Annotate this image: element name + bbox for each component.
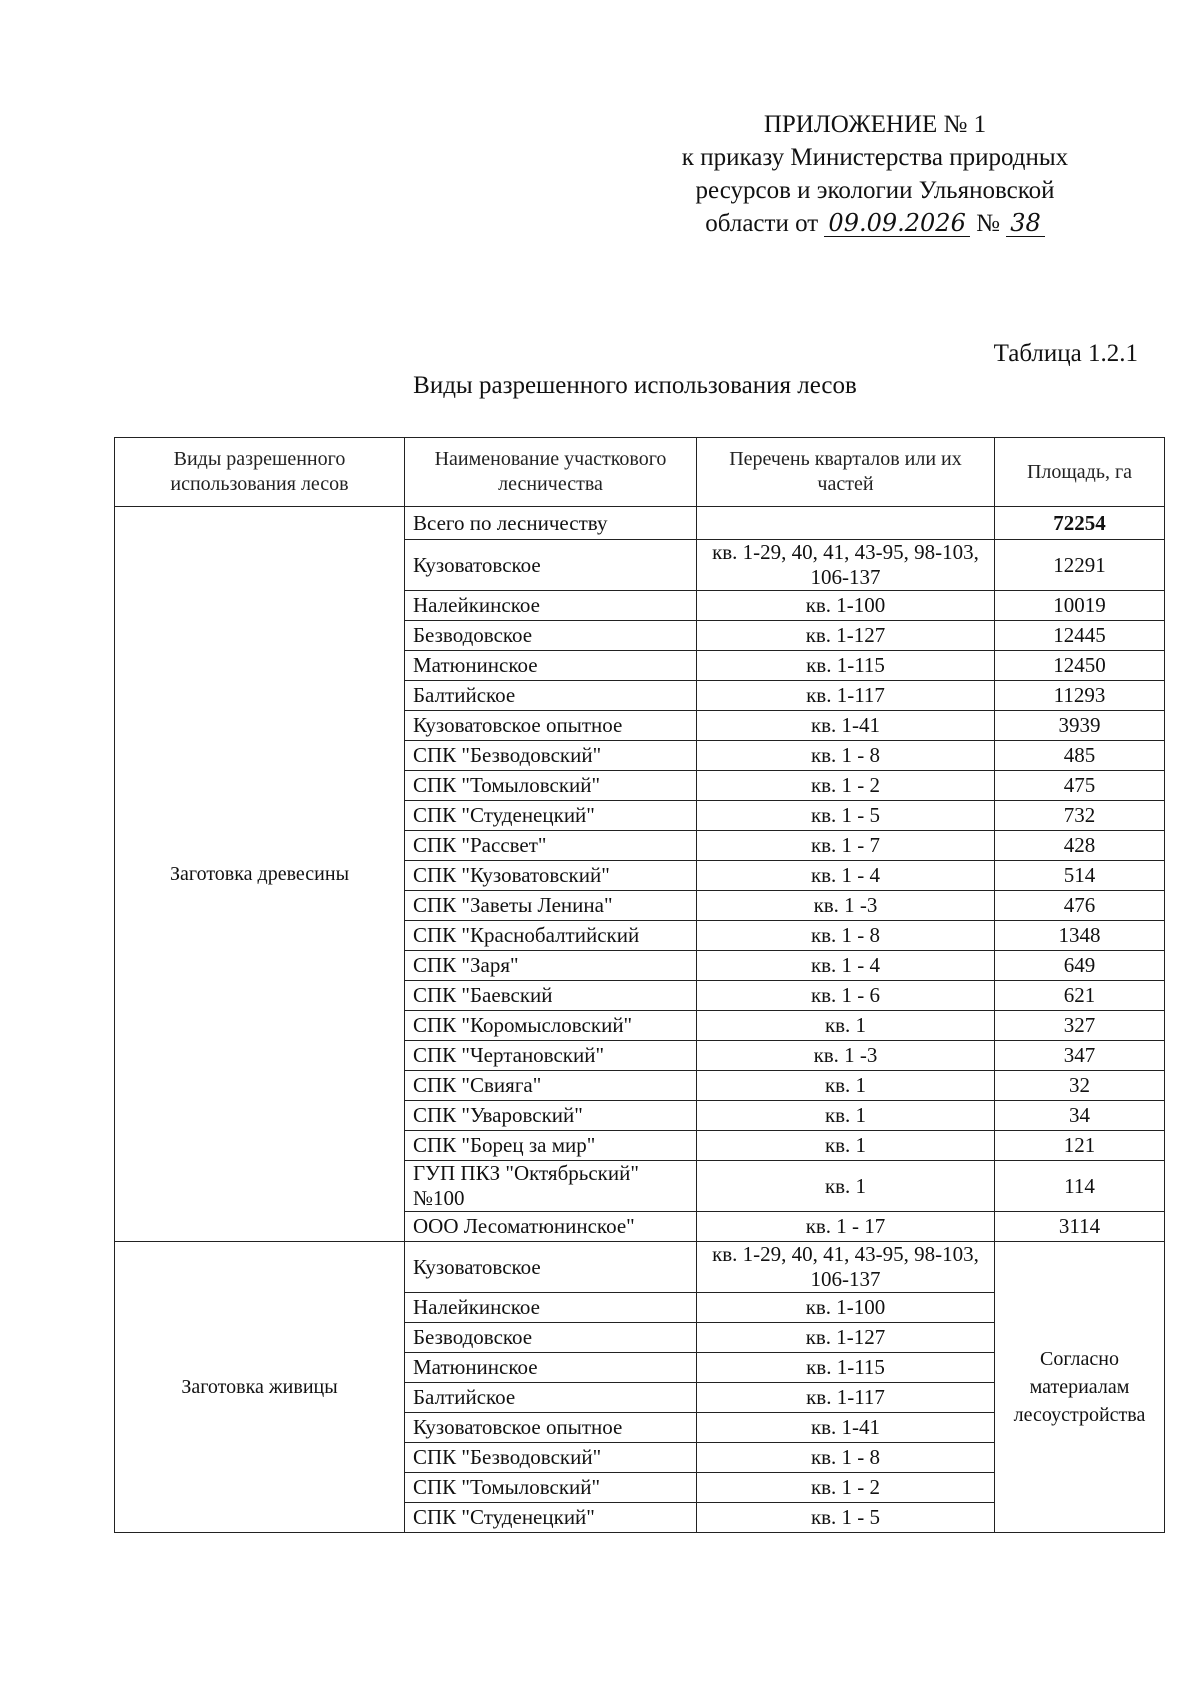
quarters-cell: кв. 1 bbox=[697, 1101, 995, 1131]
quarters-cell: кв. 1 - 5 bbox=[697, 801, 995, 831]
quarters-cell: кв. 1-117 bbox=[697, 1383, 995, 1413]
quarters-cell: кв. 1 - 8 bbox=[697, 741, 995, 771]
quarters-cell: кв. 1-29, 40, 41, 43-95, 98-103, 106-137 bbox=[697, 1242, 995, 1293]
order-number: 38 bbox=[1006, 210, 1045, 237]
total-area-cell: 72254 bbox=[995, 507, 1165, 540]
forestry-cell: СПК "Томыловский" bbox=[405, 771, 697, 801]
forestry-cell: Балтийское bbox=[405, 681, 697, 711]
forestry-cell: СПК "Борец за мир" bbox=[405, 1131, 697, 1161]
quarters-cell: кв. 1 - 4 bbox=[697, 951, 995, 981]
area-cell: 475 bbox=[995, 771, 1165, 801]
area-cell: 514 bbox=[995, 861, 1165, 891]
table-row-total bbox=[115, 507, 1165, 540]
forest-use-table bbox=[114, 437, 1165, 1533]
forestry-cell: Налейкинское bbox=[405, 1293, 697, 1323]
forestry-cell: СПК "Безводовский" bbox=[405, 1443, 697, 1473]
quarters-cell: кв. 1-127 bbox=[697, 621, 995, 651]
quarters-cell: кв. 1 - 8 bbox=[697, 1443, 995, 1473]
quarters-cell: кв. 1-100 bbox=[697, 591, 995, 621]
quarters-cell: кв. 1-100 bbox=[697, 1293, 995, 1323]
area-cell: 3114 bbox=[995, 1212, 1165, 1242]
forestry-cell: Кузоватовское опытное bbox=[405, 1413, 697, 1443]
area-cell: 1348 bbox=[995, 921, 1165, 951]
header-area: Площадь, га bbox=[995, 438, 1165, 507]
table-row bbox=[115, 1242, 1165, 1293]
area-note-cell: Согласно материалам лесоустройства bbox=[995, 1242, 1165, 1533]
forestry-cell: СПК "Безводовский" bbox=[405, 741, 697, 771]
forestry-cell: СПК "Заветы Ленина" bbox=[405, 891, 697, 921]
appendix-header bbox=[640, 108, 1110, 240]
number-sign: № bbox=[976, 210, 1000, 237]
area-cell: 732 bbox=[995, 801, 1165, 831]
forestry-cell: СПК "Баевский bbox=[405, 981, 697, 1011]
area-cell: 12291 bbox=[995, 540, 1165, 591]
quarters-cell: кв. 1-29, 40, 41, 43-95, 98-103, 106-137 bbox=[697, 540, 995, 591]
area-cell: 476 bbox=[995, 891, 1165, 921]
use-type-cell: Заготовка живицы bbox=[115, 1242, 405, 1533]
forestry-cell: ООО Лесоматюнинское" bbox=[405, 1212, 697, 1242]
forestry-cell: СПК "Коромысловский" bbox=[405, 1011, 697, 1041]
header-forestry: Наименование участкового лесничества bbox=[405, 438, 697, 507]
forestry-cell: Кузоватовское опытное bbox=[405, 711, 697, 741]
quarters-cell: кв. 1-115 bbox=[697, 651, 995, 681]
quarters-cell: кв. 1 bbox=[697, 1011, 995, 1041]
quarters-cell: кв. 1-115 bbox=[697, 1353, 995, 1383]
table-body bbox=[115, 507, 1165, 1533]
forestry-cell: Балтийское bbox=[405, 1383, 697, 1413]
area-cell: 347 bbox=[995, 1041, 1165, 1071]
area-cell: 12450 bbox=[995, 651, 1165, 681]
forestry-cell: Кузоватовское bbox=[405, 540, 697, 591]
area-cell: 649 bbox=[995, 951, 1165, 981]
area-cell: 11293 bbox=[995, 681, 1165, 711]
forestry-cell: Матюнинское bbox=[405, 1353, 697, 1383]
area-cell: 485 bbox=[995, 741, 1165, 771]
area-cell: 327 bbox=[995, 1011, 1165, 1041]
appendix-line-3-prefix: области от bbox=[705, 210, 819, 237]
appendix-line-3 bbox=[640, 207, 1110, 240]
forestry-cell: СПК "Рассвет" bbox=[405, 831, 697, 861]
appendix-line-1: к приказу Министерства природных bbox=[681, 144, 1069, 171]
quarters-cell: кв. 1 - 2 bbox=[697, 1473, 995, 1503]
table-title: Виды разрешенного использования лесов bbox=[413, 372, 857, 399]
area-cell: 428 bbox=[995, 831, 1165, 861]
area-cell: 34 bbox=[995, 1101, 1165, 1131]
appendix-title: ПРИЛОЖЕНИЕ № 1 bbox=[763, 111, 987, 138]
forestry-cell: СПК "Кузоватовский" bbox=[405, 861, 697, 891]
forestry-cell: Матюнинское bbox=[405, 651, 697, 681]
quarters-cell: кв. 1-117 bbox=[697, 681, 995, 711]
forestry-cell: Безводовское bbox=[405, 621, 697, 651]
quarters-cell: кв. 1 - 7 bbox=[697, 831, 995, 861]
quarters-cell: кв. 1 - 5 bbox=[697, 1503, 995, 1533]
header-quarters: Перечень кварталов или их частей bbox=[697, 438, 995, 507]
table-id: Таблица 1.2.1 bbox=[993, 340, 1138, 367]
forestry-cell: СПК "Уваровский" bbox=[405, 1101, 697, 1131]
table-header-row bbox=[115, 438, 1165, 507]
quarters-cell: кв. 1 - 2 bbox=[697, 771, 995, 801]
quarters-cell: кв. 1 - 4 bbox=[697, 861, 995, 891]
quarters-cell: кв. 1 -3 bbox=[697, 891, 995, 921]
forestry-cell: СПК "Заря" bbox=[405, 951, 697, 981]
use-type-cell: Заготовка древесины bbox=[115, 507, 405, 1242]
total-quarters-cell bbox=[697, 507, 995, 540]
header-type: Виды разрешенного использования лесов bbox=[115, 438, 405, 507]
area-cell: 121 bbox=[995, 1131, 1165, 1161]
area-cell: 621 bbox=[995, 981, 1165, 1011]
quarters-cell: кв. 1 bbox=[697, 1071, 995, 1101]
total-label-cell: Всего по лесничеству bbox=[405, 507, 697, 540]
quarters-cell: кв. 1-127 bbox=[697, 1323, 995, 1353]
quarters-cell: кв. 1 bbox=[697, 1161, 995, 1212]
area-cell: 32 bbox=[995, 1071, 1165, 1101]
forestry-cell: Кузоватовское bbox=[405, 1242, 697, 1293]
quarters-cell: кв. 1 -3 bbox=[697, 1041, 995, 1071]
forestry-cell: СПК "Краснобалтийский bbox=[405, 921, 697, 951]
forestry-cell: СПК "Свияга" bbox=[405, 1071, 697, 1101]
quarters-cell: кв. 1-41 bbox=[697, 711, 995, 741]
forestry-cell: Налейкинское bbox=[405, 591, 697, 621]
forestry-cell: Безводовское bbox=[405, 1323, 697, 1353]
forestry-cell: СПК "Чертановский" bbox=[405, 1041, 697, 1071]
forestry-cell: СПК "Студенецкий" bbox=[405, 801, 697, 831]
area-cell: 10019 bbox=[995, 591, 1165, 621]
quarters-cell: кв. 1-41 bbox=[697, 1413, 995, 1443]
quarters-cell: кв. 1 - 6 bbox=[697, 981, 995, 1011]
appendix-line-2: ресурсов и экологии Ульяновской bbox=[695, 177, 1055, 204]
forestry-cell: ГУП ПКЗ "Октябрьский" №100 bbox=[405, 1161, 697, 1212]
quarters-cell: кв. 1 - 17 bbox=[697, 1212, 995, 1242]
quarters-cell: кв. 1 bbox=[697, 1131, 995, 1161]
forestry-cell: СПК "Томыловский" bbox=[405, 1473, 697, 1503]
order-date: 09.09.2026 bbox=[824, 210, 969, 237]
area-cell: 114 bbox=[995, 1161, 1165, 1212]
area-cell: 3939 bbox=[995, 711, 1165, 741]
area-cell: 12445 bbox=[995, 621, 1165, 651]
quarters-cell: кв. 1 - 8 bbox=[697, 921, 995, 951]
forestry-cell: СПК "Студенецкий" bbox=[405, 1503, 697, 1533]
